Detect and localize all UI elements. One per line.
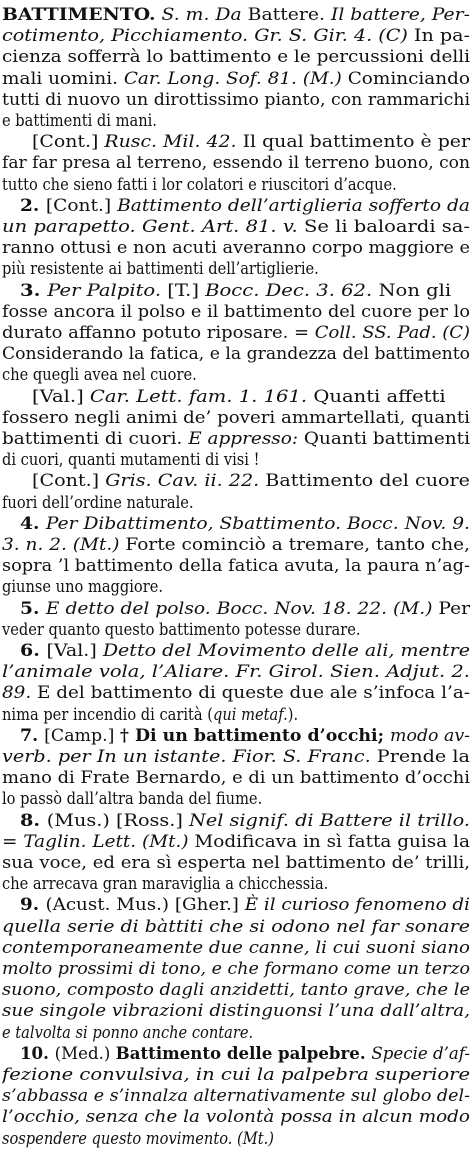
text-segment: 5. <box>20 598 46 619</box>
text-segment: (Med.) <box>54 1043 116 1064</box>
text-segment: ranno ottusi e non acuti averanno corpo maggiore e <box>2 238 470 259</box>
text-segment: Battimento dell’artiglieria sofferto da <box>117 195 470 216</box>
text-segment: Cominciando <box>347 68 470 89</box>
text-segment: Prende la <box>376 747 470 767</box>
text-segment: [Val.] <box>32 386 90 407</box>
text-segment: molto prossimi di tono, e che formano come un terzo <box>2 959 470 979</box>
text-segment: far far presa al terreno, essendo il terreno buono, con <box>2 153 470 174</box>
text-segment: È il curioso fenomeno di <box>244 895 470 916</box>
text-segment: . Il battere, Per- <box>318 5 470 25</box>
text-segment: e battimenti di mani. <box>2 111 157 131</box>
text-segment: l’animale vola, l’Aliare. Fr. Girol. Sien. Adjut. 2. <box>2 662 470 683</box>
text-segment: cienza sofferrà lo battimento e le percussioni delli <box>2 47 470 68</box>
text-segment: 4. <box>20 513 46 534</box>
headword: BATTIMENTO. <box>2 5 156 25</box>
text-segment: [Cont.] <box>32 132 105 153</box>
text-segment: qui metaf. <box>212 704 288 725</box>
text-segment: fossero negli animi de’ poveri ammartellati, quanti <box>2 407 470 428</box>
text-segment: Forte cominciò a tremare, tanto che, <box>125 535 470 555</box>
text-segment: Per <box>438 598 470 619</box>
text-segment: battimenti di cuori. <box>2 429 189 449</box>
text-segment: Taglin. Lett. (Mt.) <box>23 831 195 852</box>
text-segment: Quanti affetti <box>313 386 446 407</box>
text-segment: che arrecava gran maraviglia a chicchessia. <box>2 874 329 895</box>
text-segment: 10. <box>20 1043 55 1064</box>
text-segment: fezione convulsiva, in cui la palpebra superiore <box>2 1065 470 1085</box>
text-segment: (Acust. Mus.) [Gher.] <box>45 895 245 916</box>
text-segment: Gris. Cav. ii. 22. <box>105 471 266 492</box>
text-segment: [Camp.] <box>44 725 120 746</box>
text-segment: tutti di nuovo un dirottissimo pianto, con rammarichi <box>2 89 470 110</box>
text-segment: verb. per In un istante. Fior. S. Franc. <box>2 747 377 767</box>
text-segment: fuori dell’ordine naturale. <box>2 492 194 513</box>
text-segment: [Cont.] <box>32 471 106 492</box>
text-segment: Coll. SS. Pad. (C) <box>314 323 470 343</box>
text-segment: mali uomini. <box>2 68 124 89</box>
text-segment: S. m. Da <box>155 5 248 25</box>
text-segment: Considerando la fatica, e la grandezza del battimento <box>2 344 470 365</box>
text-segment: Specie d’af- <box>371 1043 470 1064</box>
text-segment: fosse ancora il polso e il battimento del cuore per lo <box>2 301 470 322</box>
text-segment: [Val.] <box>46 641 103 661</box>
text-segment: Rusc. Mil. 42. <box>104 132 243 153</box>
text-segment: durato affanno potuto riposare. = <box>2 323 315 343</box>
text-segment: Bocc. Dec. 3. 62. <box>205 280 379 301</box>
text-segment: † Di un battimento d’occhi; <box>119 725 391 746</box>
text-segment: = <box>2 831 24 852</box>
text-segment: sua voce, ed era sì esperta nel battimento de’ trilli, <box>2 853 470 873</box>
text-segment: mano di Frate Bernardo, e di un battimento d’occhi <box>2 768 470 789</box>
text-segment: nima per incendio di carità ( <box>2 704 213 725</box>
text-segment: e talvolta si ponno anche contare. <box>2 1022 254 1043</box>
text-segment: tutto che sieno fatti i lor colatori e riuscitori d’acque. <box>2 174 397 195</box>
text-segment: 89. <box>2 683 38 704</box>
text-segment: di cuori, quanti mutamenti di visi ! <box>2 450 260 471</box>
text-segment: ). <box>287 704 299 725</box>
text-segment: E del battimento di queste due ale s’infoca l’a- <box>37 683 470 704</box>
text-segment: che quegli avea nel cuore. <box>2 365 197 386</box>
text-segment: s’abbassa e s’innalza alternativamente sul globo del- <box>2 1086 470 1107</box>
text-segment: più resistente ai battimenti dell’artiglierie. <box>2 259 319 280</box>
text-segment: 9. <box>20 895 46 916</box>
text-segment: Per Dibattimento, Sbattimento. Bocc. Nov. 9. <box>45 513 470 534</box>
text-segment: 3. n. 2. (Mt.) <box>2 535 126 555</box>
text-segment: veder quanto questo battimento potesse durare. <box>2 619 361 640</box>
text-segment: 3. <box>20 280 48 301</box>
text-segment: (Mus.) [Ross.] <box>46 810 190 831</box>
text-segment: quella serie di bàttiti che si odono nel far sonare <box>2 916 470 937</box>
text-segment: 6. <box>20 641 47 661</box>
text-segment: contemporaneamente due canne, li cui suoni siano <box>2 937 470 958</box>
text-segment: 2. <box>20 195 46 216</box>
text-segment: Modificava in sì fatta guisa la <box>194 831 470 852</box>
text-segment: 8. <box>20 810 47 831</box>
text-segment: sopra ’l battimento della fatica avuta, la paura n’ag- <box>2 556 470 577</box>
text-segment: Per Palpito. <box>47 280 168 301</box>
text-segment: [T.] <box>167 280 206 301</box>
text-segment: Car. Lett. fam. 1. 161. <box>89 386 314 407</box>
text-segment: Battimento delle palpebre. <box>115 1043 372 1064</box>
text-segment: [Cont.] <box>45 195 118 216</box>
text-segment: Quanti battimenti <box>303 429 470 449</box>
text-segment: l’occhio, senza che la volontà possa in alcun modo <box>2 1107 470 1128</box>
text-segment: In pa- <box>413 26 470 47</box>
text-segment: sue singole vibrazioni distinguonsi l’una dall’altra, <box>2 1001 470 1022</box>
text-segment: sospendere questo movimento. (Mt.) <box>2 1128 274 1149</box>
text-segment: lo passò dall’altra banda del fiume. <box>2 789 263 810</box>
text-segment: Battimento del cuore <box>265 471 470 492</box>
text-segment: Se li baloardi sa- <box>303 217 470 237</box>
text-segment: Car. Long. Sof. 81. (M.) <box>123 68 348 89</box>
text-segment: Il qual battimento è per <box>242 132 470 153</box>
text-segment: modo av- <box>390 725 470 746</box>
text-segment: suono, composto dagli anzidetti, tanto grave, che le <box>2 980 470 1001</box>
text-segment: un parapetto. Gent. Art. 81. v. <box>2 217 304 237</box>
text-line <box>2 1126 470 1152</box>
text-segment: Non gli <box>378 280 452 301</box>
text-segment: giunse uno maggiore. <box>2 577 164 598</box>
text-segment: Detto del Movimento delle ali, mentre <box>102 641 470 661</box>
text-segment: Battere <box>247 5 319 25</box>
text-segment: 7. <box>20 725 45 746</box>
text-segment: cotimento, Picchiamento. Gr. S. Gir. 4. (C) <box>2 26 414 47</box>
text-segment: E detto del polso. Bocc. Nov. 18. 22. (M.) <box>45 598 439 619</box>
text-segment: E appresso: <box>188 429 304 449</box>
text-segment: Nel signif. di Battere il trillo. <box>189 810 470 831</box>
